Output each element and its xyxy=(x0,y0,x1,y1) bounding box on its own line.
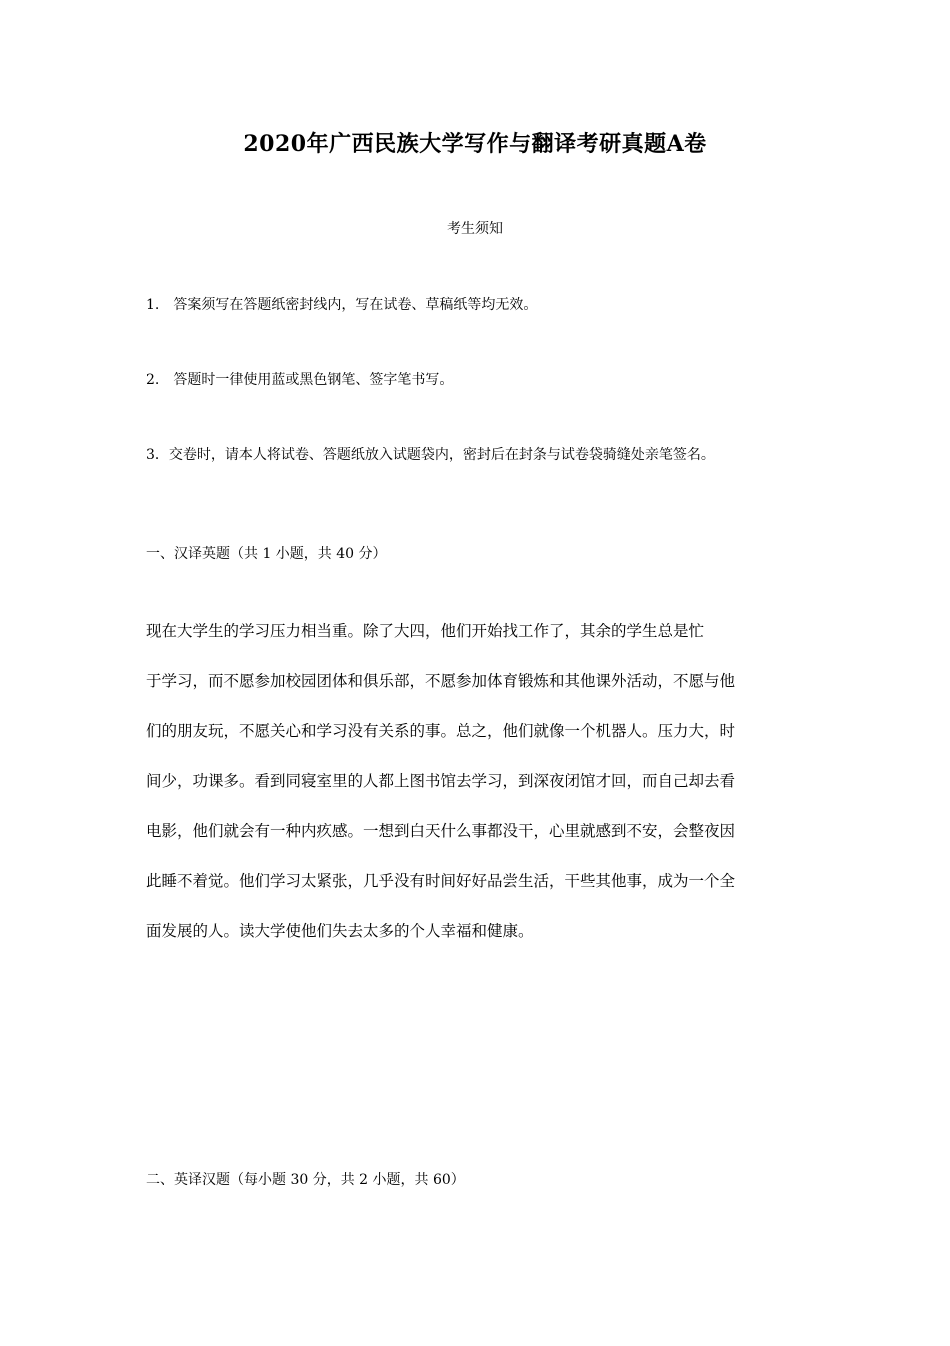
section-1-heading: 一、汉译英题（共 1 小题，共 40 分） xyxy=(146,546,387,562)
notice-item-1: 1. 答案须写在答题纸密封线内，写在试卷、草稿纸等均无效。 xyxy=(146,297,538,313)
passage-line: 现在大学生的学习压力相当重。除了大四，他们开始找工作了，其余的学生总是忙 xyxy=(146,622,705,640)
passage-line: 们的朋友玩，不愿关心和学习没有关系的事。总之，他们就像一个机器人。压力大，时 xyxy=(146,722,736,740)
passage-line: 间少，功课多。看到同寝室里的人都上图书馆去学习，到深夜闭馆才回，而自己却去看 xyxy=(146,772,736,790)
notice-item-2: 2. 答题时一律使用蓝或黑色钢笔、签字笔书写。 xyxy=(146,372,454,388)
passage-line: 面发展的人。读大学使他们失去太多的个人幸福和健康。 xyxy=(146,922,534,940)
notice-item-3: 3．交卷时，请本人将试卷、答题纸放入试题袋内，密封后在封条与试卷袋骑缝处亲笔签名。 xyxy=(146,447,715,463)
page-title: 2020年广西民族大学写作与翻译考研真题A卷 xyxy=(243,131,707,157)
passage-line: 此睡不着觉。他们学习太紧张，几乎没有时间好好品尝生活，干些其他事，成为一个全 xyxy=(146,872,736,890)
section-2-heading: 二、英译汉题（每小题 30 分，共 2 小题，共 60） xyxy=(146,1172,465,1188)
passage-line: 于学习，而不愿参加校园团体和俱乐部，不愿参加体育锻炼和其他课外活动，不愿与他 xyxy=(146,672,736,690)
passage-line: 电影，他们就会有一种内疚感。一想到白天什么事都没干，心里就感到不安，会整夜因 xyxy=(146,822,736,840)
notice-heading: 考生须知 xyxy=(447,221,503,237)
